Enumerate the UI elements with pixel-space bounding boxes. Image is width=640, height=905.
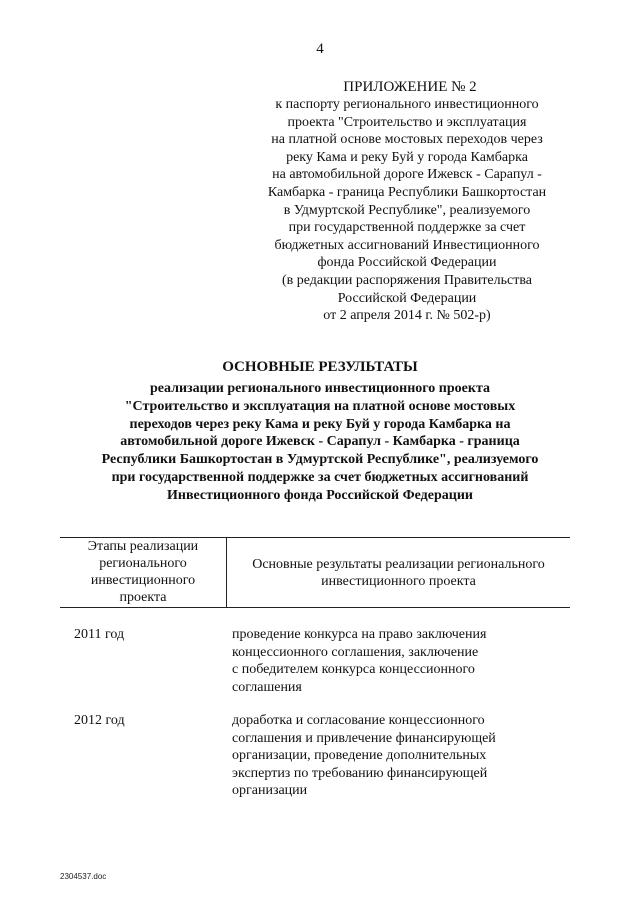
row-result-line: с победителем конкурса концессионного [232,662,475,678]
appendix-line: проекта "Строительство и эксплуатация [287,114,527,130]
table-header-stages [60,538,226,606]
appendix-line: бюджетных ассигнований Инвестиционного [274,237,540,253]
row-result-line: проведение конкурса на право заключения [232,627,487,642]
header-line: проекта [119,590,167,605]
subtitle-line: при государственной поддержке за счет бюджетных ассигнований [111,469,529,485]
row-result [232,626,562,696]
subtitle-line: "Строительство и эксплуатация на платной основе мостовых [124,398,516,414]
appendix-line: фонда Российской Федерации [317,255,497,271]
row-result-line: организации [232,783,308,799]
appendix-line: к паспорту регионального инвестиционного [275,97,539,112]
footer-filename: 2304537.doc [60,872,107,881]
page-number: 4 [316,41,324,57]
row-result-line: организации, проведение дополнительных [232,748,487,764]
table-header-results [227,556,570,590]
header-line: инвестиционного [90,573,196,588]
appendix-line: от 2 апреля 2014 г. № 502-р) [323,308,491,324]
subtitle-line: реализации регионального инвестиционного проекта [149,381,490,396]
appendix-text [252,96,562,325]
row-result-line: экспертиз по требованию финансирующей [232,765,488,781]
header-line: Основные результаты реализации регионального [252,557,545,572]
appendix-line: Российской Федерации [337,290,477,306]
header-line: инвестиционного проекта [321,574,476,589]
header-line: регионального [99,556,187,571]
row-result-line: доработка и согласование концессионного [232,713,485,728]
document-title: ОСНОВНЫЕ РЕЗУЛЬТАТЫ [222,359,418,375]
row-result [232,712,562,800]
appendix-line: на автомобильной дороге Ижевск - Сарапул - [272,167,542,183]
subtitle-line: автомобильной дороге Ижевск - Сарапул - Камбарка - граница [120,434,520,450]
document-subtitle [60,380,580,505]
row-result-line: соглашения и привлечение финансирующей [232,730,496,746]
appendix-line: (в редакции распоряжения Правительства [281,272,532,288]
row-result-line: концессионного соглашения, заключение [232,644,479,660]
appendix-title: ПРИЛОЖЕНИЕ № 2 [343,79,477,95]
table-header-rule [60,607,570,608]
header-line: Этапы реализации [87,539,199,554]
subtitle-line: Инвестиционного фонда Российской Федерации [167,487,473,503]
row-result-line: соглашения [232,679,302,695]
appendix-line: на платной основе мостовых переходов через [271,132,543,148]
subtitle-line: переходов через реку Кама и реку Буй у города Камбарка на [129,416,511,432]
row-year: 2011 год [74,627,125,642]
appendix-line: реку Кама и реку Буй у города Камбарка [286,149,528,165]
subtitle-line: Республики Башкортостан в Удмуртской Республике", реализуемого [101,452,539,468]
appendix-line: в Удмуртской Республике", реализуемого [283,202,531,218]
appendix-line: Камбарка - граница Республики Башкортостан [267,184,547,200]
row-year: 2012 год [74,713,125,728]
appendix-line: при государственной поддержке за счет [288,220,526,236]
